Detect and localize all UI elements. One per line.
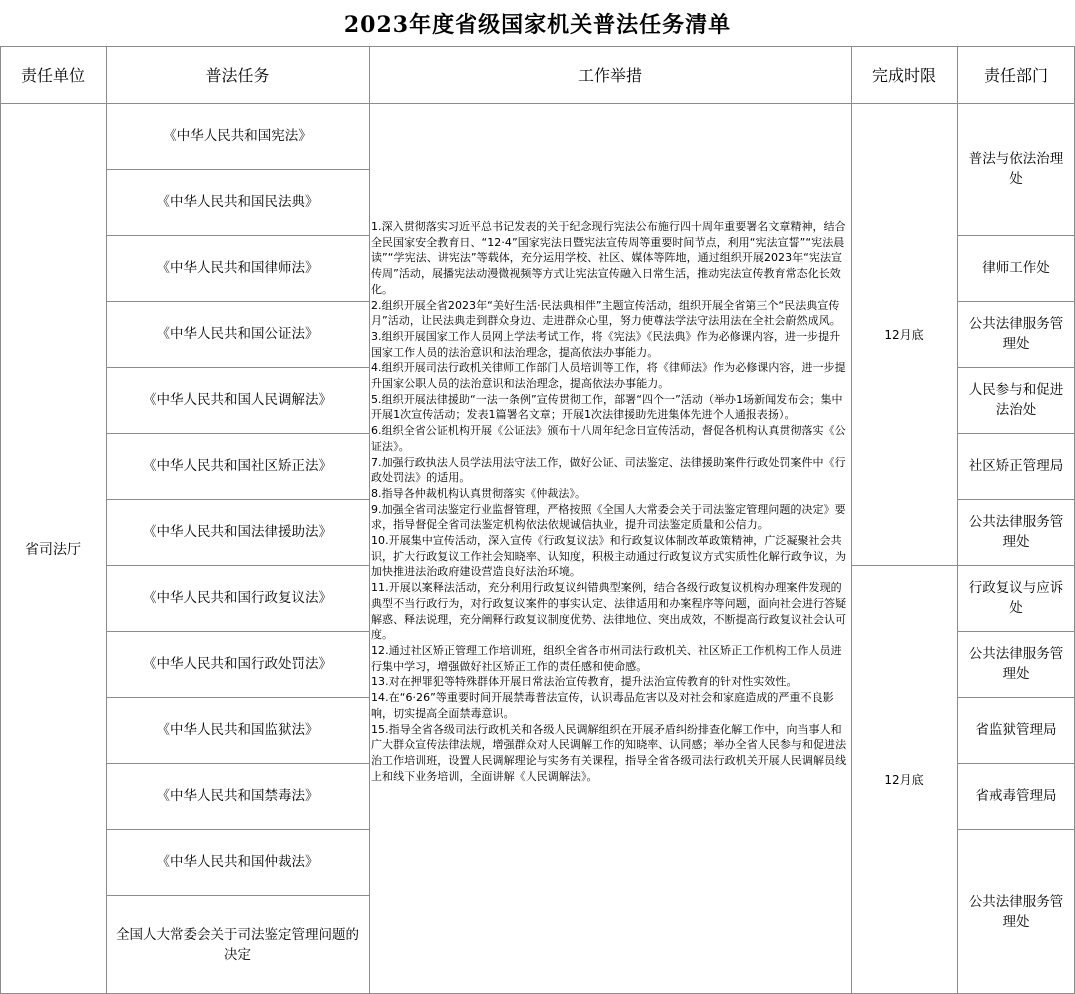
law-cell: 《中华人民共和国公证法》 <box>156 326 319 342</box>
law-cell: 《中华人民共和国行政处罚法》 <box>143 656 332 672</box>
measure-item: 1.深入贯彻落实习近平总书记发表的关于纪念现行宪法公布施行四十周年重要署名文章精神，结合全民国家安全教育日、“12·4”国家宪法日暨宪法宣传周等重要时间节点，利用“宪法宣誓”“宪法晨读”“学宪法、讲宪法”等载体，充分运用学校、社区、媒体等阵地，通过组织开展2023年“宪法宣传周”活动，展播宪法动漫微视频等方式让宪法宣传融入日常生活，推动宪法宣传教育常态化长效化。 <box>371 220 846 296</box>
grid-line <box>106 565 369 566</box>
grid-line <box>106 829 369 830</box>
grid-line <box>0 103 1075 104</box>
grid-line <box>106 499 369 500</box>
measure-item: 4.组织开展司法行政机关律师工作部门人员培训等工作，将《律师法》作为必修课内容，进一步提升国家公职人员的法治意识和法治理念，提高依法办事能力。 <box>371 361 846 391</box>
measure-item: 14.在“6·26”等重要时间开展禁毒普法宣传，认识毒品危害以及对社会和家庭造成的严重不良影响，切实提高全面禁毒意识。 <box>371 691 834 720</box>
grid-line <box>106 631 369 632</box>
grid-line <box>957 499 1075 500</box>
law-cell: 《中华人民共和国仲裁法》 <box>156 854 319 870</box>
grid-line <box>957 46 958 994</box>
department-cell: 人民参与和促进法治处 <box>968 382 1064 418</box>
header-department: 责任部门 <box>983 66 1048 85</box>
grid-line <box>106 763 369 764</box>
law-cell: 《中华人民共和国宪法》 <box>163 128 312 144</box>
measure-item: 9.加强全省司法鉴定行业监督管理，严格按照《全国人大常委会关于司法鉴定管理问题的决定》要求，指导督促全省司法鉴定机构依法依规诚信执业，提升司法鉴定质量和公信力。 <box>371 502 846 532</box>
grid-line <box>106 367 369 368</box>
grid-line <box>957 763 1075 764</box>
measure-item: 8.指导各仲裁机构认真贯彻落实《仲裁法》。 <box>371 486 587 500</box>
measure-item: 12.通过社区矫正管理工作培训班，组织全省各市州司法行政机关、社区矫正工作机构工作人员进行集中学习，增强做好社区矫正工作的责任感和使命感。 <box>371 643 842 673</box>
grid-line <box>106 235 369 236</box>
grid-line <box>957 565 1075 566</box>
department-cell: 普法与依法治理处 <box>968 151 1064 187</box>
grid-line <box>106 46 107 994</box>
department-cell: 公共法律服务管理处 <box>968 316 1064 352</box>
law-cell: 全国人大常委会关于司法鉴定管理问题的决定 <box>116 926 359 963</box>
header-task: 普法任务 <box>205 66 270 85</box>
grid-line <box>957 433 1075 434</box>
header-unit: 责任单位 <box>20 66 85 85</box>
header-deadline: 完成时限 <box>871 66 936 85</box>
department-cell: 公共法律服务管理处 <box>968 514 1064 550</box>
measure-item: 6.组织全省公证机构开展《公证法》颁布十八周年纪念日宣传活动，督促各机构认真贯彻落实《公证法》。 <box>371 424 846 453</box>
grid-line <box>106 169 369 170</box>
grid-line <box>957 829 1075 830</box>
grid-line <box>957 301 1075 302</box>
department-cell: 行政复议与应诉处 <box>968 580 1064 616</box>
grid-line <box>106 895 369 896</box>
law-cell: 《中华人民共和国法律援助法》 <box>143 524 332 540</box>
deadline-cell: 12月底 <box>884 327 924 342</box>
header-measures: 工作举措 <box>577 66 642 85</box>
law-cell: 《中华人民共和国监狱法》 <box>156 722 319 738</box>
measure-item: 10.开展集中宣传活动，深入宣传《行政复议法》和行政复议体制改革政策精神，广泛凝聚社会共识，扩大行政复议工作社会知晓率、认知度，积极主动通过行政复议方式实质性化解行政争议，为加快推进法治政府建设营造良好法治环境。 <box>371 534 847 579</box>
grid-line <box>0 46 1 994</box>
grid-line <box>957 697 1075 698</box>
law-cell: 《中华人民共和国律师法》 <box>156 260 319 276</box>
work-measures <box>371 219 849 784</box>
law-cell: 《中华人民共和国社区矫正法》 <box>143 458 332 474</box>
law-cell: 《中华人民共和国民法典》 <box>156 194 319 210</box>
grid-line <box>851 565 957 566</box>
table-title: 2023年度省级国家机关普法任务清单 <box>343 11 732 38</box>
department-cell: 省监狱管理局 <box>975 722 1057 738</box>
grid-line <box>0 46 1075 47</box>
grid-line <box>957 367 1075 368</box>
grid-line <box>957 235 1075 236</box>
grid-line <box>369 46 370 994</box>
responsible-unit: 省司法厅 <box>25 541 81 558</box>
grid-line <box>106 433 369 434</box>
law-cell: 《中华人民共和国人民调解法》 <box>143 392 332 408</box>
law-cell: 《中华人民共和国禁毒法》 <box>156 788 319 804</box>
measure-item: 3.组织开展国家工作人员网上学法考试工作，将《宪法》《民法典》作为必修课内容，进一步提升国家工作人员的法治意识和法治理念，提高依法办事能力。 <box>371 329 841 359</box>
department-cell: 公共法律服务管理处 <box>968 646 1064 682</box>
measure-item: 11.开展以案释法活动，充分利用行政复议纠错典型案例，结合各级行政复议机构办理案件发现的典型不当行政行为，对行政复议案件的事实认定、法律适用和办案程序等问题，面向社会进行答疑解惑、释法说理，充分阐释行政复议制度优势、法律地位、突出成效，不断提高行政复议社会认可度。 <box>371 581 847 642</box>
department-cell: 省戒毒管理局 <box>975 788 1057 804</box>
department-cell: 社区矫正管理局 <box>968 458 1064 474</box>
grid-line <box>957 631 1075 632</box>
deadline-cell: 12月底 <box>884 773 924 787</box>
measure-item: 5.组织开展法律援助“一法一条例”宣传贯彻工作，部署“四个一”活动（举办1场新闻发布会；集中开展1次宣传活动；发表1篇署名文章；开展1次法律援助先进集体先进个人通报表扬）。 <box>371 392 843 422</box>
measure-item: 15.指导全省各级司法行政机关和各级人民调解组织在开展矛盾纠纷排查化解工作中，向当事人和广大群众宣传法律法规，增强群众对人民调解工作的知晓率、认同感；举办全省人民参与和促进法治工作培训班，设置人民调解理论与实务有关课程，指导全省各级司法行政机关开展人民调解员线上和线下业务培训，全面讲解《人民调解法》。 <box>371 722 847 783</box>
grid-line <box>106 301 369 302</box>
law-cell: 《中华人民共和国行政复议法》 <box>143 590 332 606</box>
department-cell: 律师工作处 <box>982 260 1050 276</box>
measure-item: 13.对在押罪犯等特殊群体开展日常法治宣传教育，提升法治宣传教育的针对性实效性。 <box>371 675 798 689</box>
department-cell: 公共法律服务管理处 <box>968 893 1064 930</box>
grid-line <box>851 46 852 994</box>
measure-item: 7.加强行政执法人员学法用法守法工作，做好公证、司法鉴定、法律援助案件行政处罚案件中《行政处罚法》的适用。 <box>371 455 846 485</box>
grid-line <box>106 697 369 698</box>
measure-item: 2.组织开展全省2023年“美好生活·民法典相伴”主题宣传活动，组织开展全省第三个“民法典宣传月”活动，让民法典走到群众身边、走进群众心里，努力使尊法学法守法用法在全社会蔚然成风。 <box>371 298 841 328</box>
